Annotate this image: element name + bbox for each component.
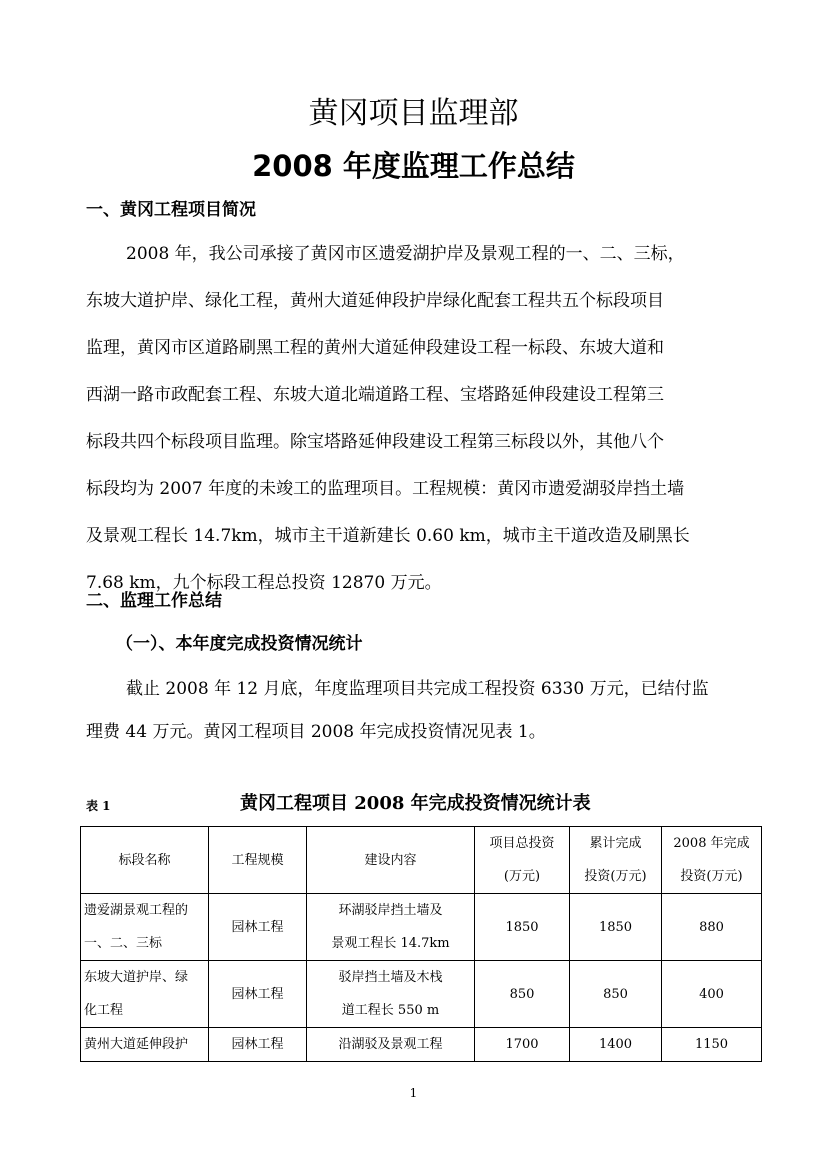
section2-heading: 二、监理工作总结 <box>86 591 222 611</box>
cell-text: 一、二、三标 <box>84 936 163 951</box>
header-label: 项目总投资 <box>489 836 555 851</box>
table-row <box>81 1028 762 1062</box>
cell-total: 850 <box>475 961 570 1028</box>
cell-text: 黄州大道延伸段护 <box>84 1037 189 1052</box>
cell-section-name <box>81 1028 209 1062</box>
header-label: 投资(万元) <box>584 869 647 884</box>
paragraph-line: 标段共四个标段项目监理。除宝塔路延伸段建设工程第三标段以外，其他八个 <box>86 432 664 452</box>
cell-cumulative: 850 <box>570 961 662 1028</box>
table-header-row <box>81 827 762 894</box>
investment-table <box>80 826 762 1062</box>
header-cell <box>475 827 570 894</box>
cell-year2008: 1150 <box>662 1028 762 1062</box>
document-title: 黄冈项目监理部 <box>308 96 519 131</box>
header-label: 投资(万元) <box>680 869 743 884</box>
header-cell <box>662 827 762 894</box>
cell-content <box>307 961 475 1028</box>
page-number: 1 <box>409 1086 418 1100</box>
header-cell <box>307 827 475 894</box>
paragraph-line: 监理，黄冈市区道路刷黑工程的黄州大道延伸段建设工程一标段、东坡大道和 <box>86 338 664 358</box>
cell-text: 景观工程长 14.7km <box>331 936 450 951</box>
section2-paragraph <box>86 677 741 747</box>
cell-text: 东坡大道护岸、绿 <box>84 970 189 985</box>
section2-subheading: （一）、本年度完成投资情况统计 <box>116 634 363 654</box>
paragraph-line: 东坡大道护岸、绿化工程，黄州大道延伸段护岸绿化配套工程共五个标段项目 <box>86 291 664 311</box>
cell-section-name <box>81 961 209 1028</box>
paragraph-line: 截止 2008 年 12 月底，年度监理项目共完成工程投资 6330 万元，已结付监 <box>126 679 709 699</box>
cell-scale: 园林工程 <box>209 961 307 1028</box>
section1-paragraph <box>86 242 741 593</box>
cell-year2008: 400 <box>662 961 762 1028</box>
paragraph-line: 标段均为 2007 年度的未竣工的监理项目。工程规模：黄冈市遗爱湖驳岸挡土墙 <box>86 479 685 499</box>
section1-heading: 一、黄冈工程项目简况 <box>86 200 256 220</box>
paragraph-line: 理费 44 万元。黄冈工程项目 2008 年完成投资情况见表 1。 <box>86 722 546 742</box>
cell-year2008: 880 <box>662 894 762 961</box>
header-label: 建设内容 <box>364 852 417 868</box>
header-label: (万元) <box>503 869 541 884</box>
paragraph-line: 西湖一路市政配套工程、东坡大道北端道路工程、宝塔路延伸段建设工程第三 <box>86 385 664 405</box>
cell-cumulative: 1850 <box>570 894 662 961</box>
cell-total: 1700 <box>475 1028 570 1062</box>
cell-content <box>307 1028 475 1062</box>
cell-text: 化工程 <box>84 1003 124 1018</box>
table-row <box>81 961 762 1028</box>
cell-text: 遗爱湖景观工程的 <box>84 903 189 918</box>
cell-text: 沿湖驳及景观工程 <box>338 1037 443 1052</box>
cell-total: 1850 <box>475 894 570 961</box>
header-cell <box>209 827 307 894</box>
cell-text: 环湖驳岸挡土墙及 <box>338 903 443 918</box>
paragraph-line: 2008 年，我公司承接了黄冈市区遗爱湖护岸及景观工程的一、二、三标， <box>126 244 685 264</box>
cell-text: 驳岸挡土墙及木栈 <box>338 970 443 985</box>
cell-content <box>307 894 475 961</box>
table-caption: 黄冈工程项目 2008 年完成投资情况统计表 <box>240 793 591 814</box>
header-cell <box>570 827 662 894</box>
table-number: 表 1 <box>86 799 111 813</box>
cell-scale: 园林工程 <box>209 894 307 961</box>
header-cell <box>81 827 209 894</box>
document-subtitle: 2008 年度监理工作总结 <box>252 149 575 183</box>
cell-scale: 园林工程 <box>209 1028 307 1062</box>
cell-section-name <box>81 894 209 961</box>
cell-cumulative: 1400 <box>570 1028 662 1062</box>
paragraph-line: 及景观工程长 14.7km，城市主干道新建长 0.60 km，城市主干道改造及刷黑长 <box>86 526 690 546</box>
table-row <box>81 894 762 961</box>
header-label: 累计完成 <box>589 836 642 851</box>
paragraph-line: 7.68 km，九个标段工程总投资 12870 万元。 <box>86 573 442 593</box>
header-label: 工程规模 <box>231 852 284 868</box>
header-label: 2008 年完成 <box>673 836 750 851</box>
cell-text: 道工程长 550 m <box>341 1003 440 1018</box>
header-label: 标段名称 <box>118 852 171 868</box>
